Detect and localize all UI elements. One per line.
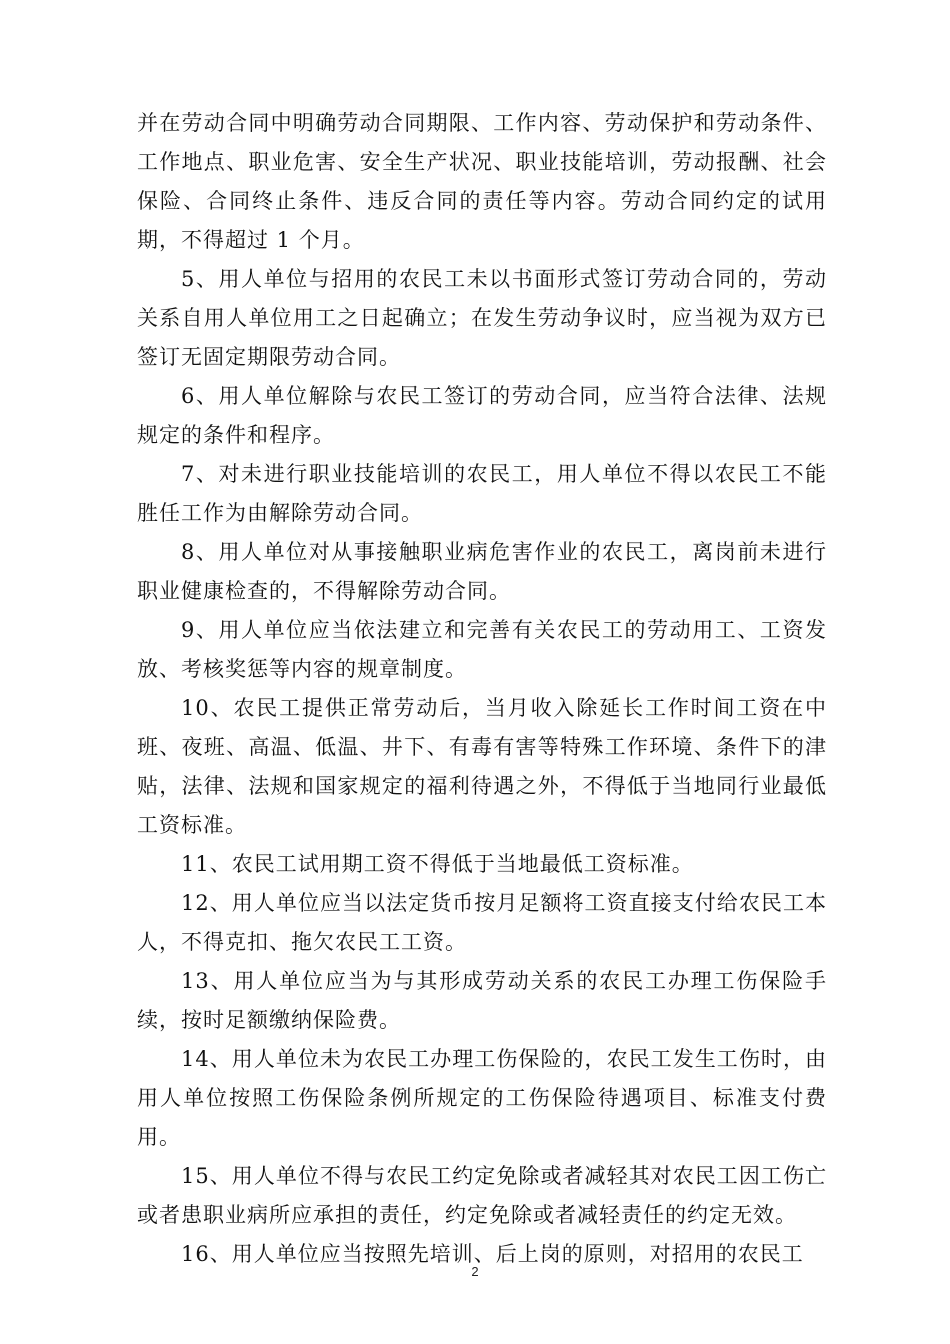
paragraph: 15、用人单位不得与农民工约定免除或者减轻其对农民工因工伤亡或者患职业病所应承担的责任，约定免除或者减轻责任的约定无效。 [137, 1164, 827, 1227]
paragraph: 8、用人单位对从事接触职业病危害作业的农民工，离岗前未进行职业健康检查的，不得解除劳动合同。 [137, 540, 827, 603]
document-body [137, 104, 827, 1274]
paragraph: 12、用人单位应当以法定货币按月足额将工资直接支付给农民工本人，不得克扣、拖欠农民工工资。 [137, 891, 827, 954]
paragraph: 并在劳动合同中明确劳动合同期限、工作内容、劳动保护和劳动条件、工作地点、职业危害、安全生产状况、职业技能培训，劳动报酬、社会保险、合同终止条件、违反合同的责任等内容。劳动合同约定的试用期，不得超过 1 个月。 [137, 111, 827, 252]
paragraph: 10、农民工提供正常劳动后，当月收入除延长工作时间工资在中班、夜班、高温、低温、井下、有毒有害等特殊工作环境、条件下的津贴，法律、法规和国家规定的福利待遇之外，不得低于当地同行业最低工资标准。 [137, 696, 827, 837]
paragraph: 9、用人单位应当依法建立和完善有关农民工的劳动用工、工资发放、考核奖惩等内容的规章制度。 [137, 618, 827, 681]
paragraph: 7、对未进行职业技能培训的农民工，用人单位不得以农民工不能胜任工作为由解除劳动合同。 [137, 462, 827, 525]
page-number: 2 [471, 1264, 479, 1279]
paragraph: 6、用人单位解除与农民工签订的劳动合同，应当符合法律、法规规定的条件和程序。 [137, 384, 827, 447]
paragraph: 16、用人单位应当按照先培训、后上岗的原则，对招用的农民工 [181, 1242, 804, 1266]
paragraph: 11、农民工试用期工资不得低于当地最低工资标准。 [181, 852, 694, 876]
paragraph: 5、用人单位与招用的农民工未以书面形式签订劳动合同的，劳动关系自用人单位用工之日起确立；在发生劳动争议时，应当视为双方已签订无固定期限劳动合同。 [137, 267, 827, 369]
paragraph: 14、用人单位未为农民工办理工伤保险的，农民工发生工伤时，由用人单位按照工伤保险条例所规定的工伤保险待遇项目、标准支付费用。 [137, 1047, 827, 1149]
paragraph: 13、用人单位应当为与其形成劳动关系的农民工办理工伤保险手续，按时足额缴纳保险费。 [137, 969, 827, 1032]
